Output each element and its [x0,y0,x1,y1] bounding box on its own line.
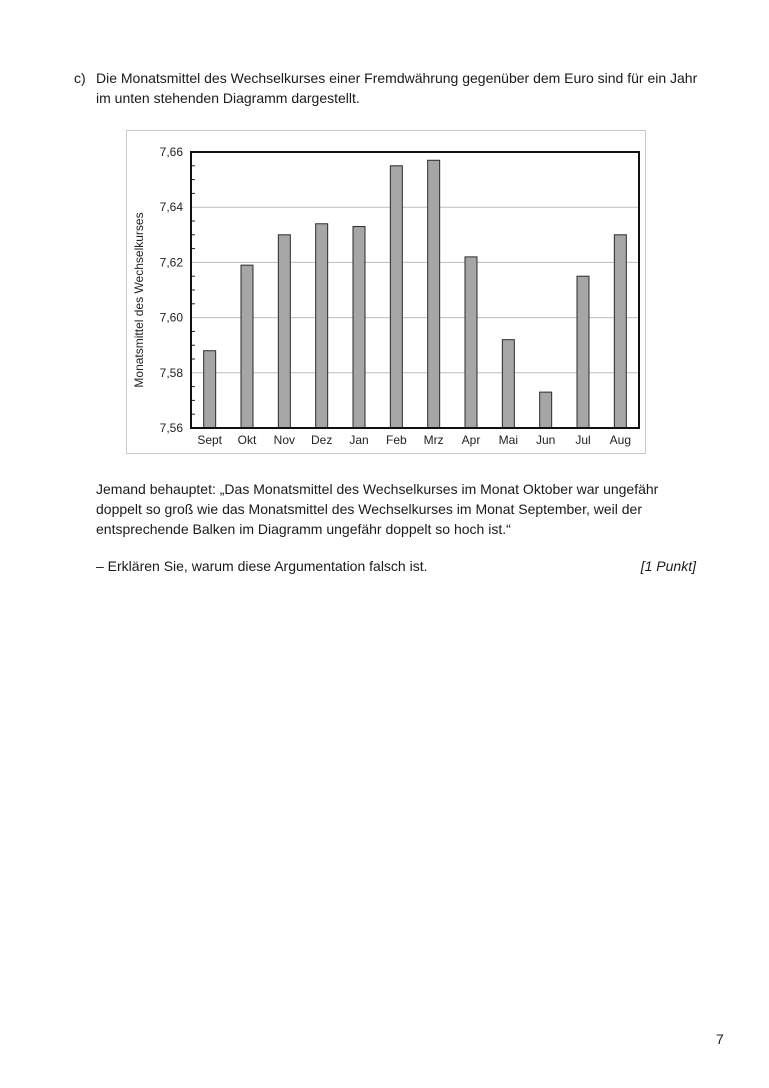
bar-mrz [428,160,440,428]
x-tick-label: Jan [349,433,369,447]
x-tick-label: Mai [498,433,519,447]
chart-canvas [127,131,645,453]
exchange-rate-chart [126,130,646,454]
x-tick-label: Mrz [423,433,444,447]
page-number: 7 [716,1031,724,1047]
bar-jun [540,392,552,428]
points-label: [1 Punkt] [640,558,696,574]
y-tick-label: 7,66 [159,145,183,159]
claim-paragraph: Jemand behauptet: „Das Monatsmittel des Wechselkurses im Monat Oktober war ungefähr doppelt so groß wie das Monatsmittel des Wechselkurses im Monat September, weil der entsprechende Balken im Diagramm ungefähr doppelt so hoch ist.“ [96,481,659,537]
bar-sept [204,351,216,428]
y-tick-label: 7,60 [159,310,183,325]
x-tick-label: Dez [310,433,333,447]
question-text: – Erklären Sie, warum diese Argumentation falsch ist. [96,558,428,574]
bar-nov [278,235,290,428]
x-tick-label: Okt [237,433,257,447]
x-tick-label: Sept [197,433,223,447]
question-line [96,556,696,576]
bar-jan [353,227,365,428]
x-tick-label: Apr [461,433,481,447]
y-tick-label: 7,62 [159,255,183,270]
x-tick-label: Feb [385,433,407,447]
y-tick-label: 7,64 [159,200,183,215]
bar-aug [614,235,626,428]
plot-border [191,152,639,428]
y-tick-label: 7,56 [159,421,183,435]
bar-apr [465,257,477,428]
y-axis-label: Monatsmittel des Wechselkurses [132,212,146,388]
y-tick-label: 7,58 [159,365,183,380]
bar-okt [241,265,253,428]
bar-feb [390,166,402,428]
task-letter: c) [74,70,86,86]
bar-dez [316,224,328,428]
x-tick-label: Jul [575,433,591,447]
x-tick-label: Nov [273,433,296,447]
task-intro-text: Die Monatsmittel des Wechselkurses einer Fremdwährung gegenüber dem Euro sind für ein Jahr im unten stehenden Diagramm dargestellt. [96,70,698,106]
x-tick-label: Jun [535,433,556,447]
bar-jul [577,276,589,428]
bar-mai [502,340,514,428]
x-tick-label: Aug [609,433,632,447]
task-intro [74,68,704,108]
